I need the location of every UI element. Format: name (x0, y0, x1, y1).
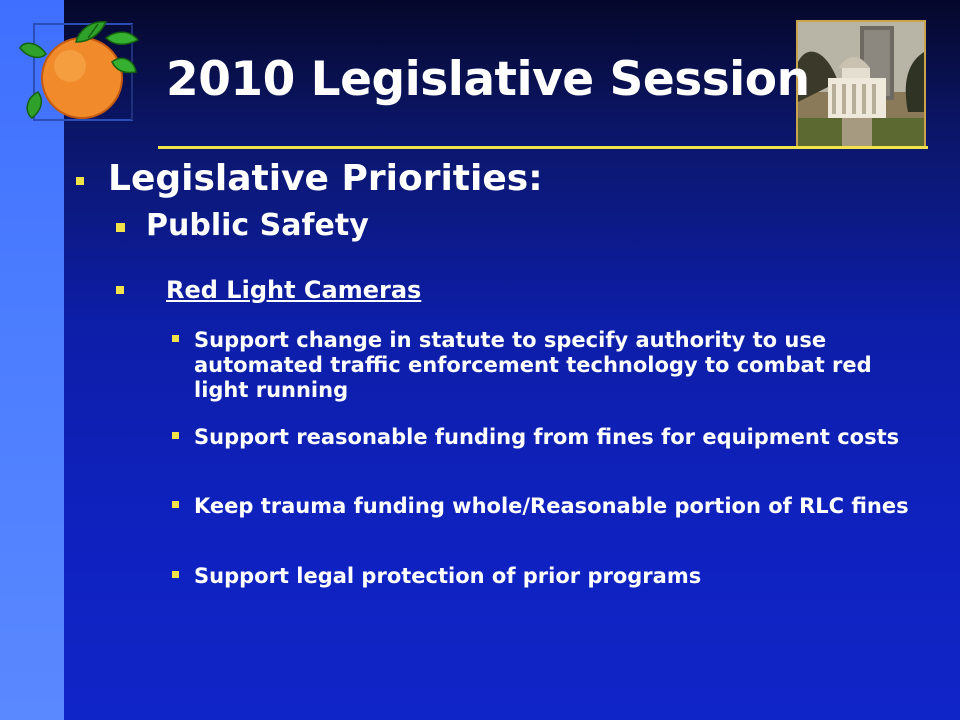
square-bullet-icon (116, 286, 124, 294)
point-equipment-funding: Support reasonable funding from fines for equipment costs (194, 425, 900, 449)
point-trauma-funding: Keep trauma funding whole/Reasonable portion of RLC fines (194, 494, 909, 518)
orange-logo-icon (18, 12, 144, 132)
public-safety-subheading: Public Safety (146, 208, 369, 243)
point-statute-authority: Support change in statute to specify authority to use automated traffic enforcement technology to combat red light running (194, 328, 872, 402)
square-bullet-icon (172, 501, 179, 508)
priorities-heading: Legislative Priorities: (108, 158, 543, 199)
square-bullet-icon (172, 335, 179, 342)
point-legal-protection: Support legal protection of prior programs (194, 564, 702, 588)
square-bullet-icon (172, 571, 179, 578)
red-light-cameras-topic: Red Light Cameras (166, 276, 422, 304)
square-bullet-icon (116, 223, 125, 232)
square-bullet-icon (172, 432, 179, 439)
slide-title: 2010 Legislative Session (166, 52, 810, 107)
square-bullet-icon (76, 177, 84, 185)
capitol-building-photo (796, 20, 926, 148)
title-divider (158, 146, 928, 149)
